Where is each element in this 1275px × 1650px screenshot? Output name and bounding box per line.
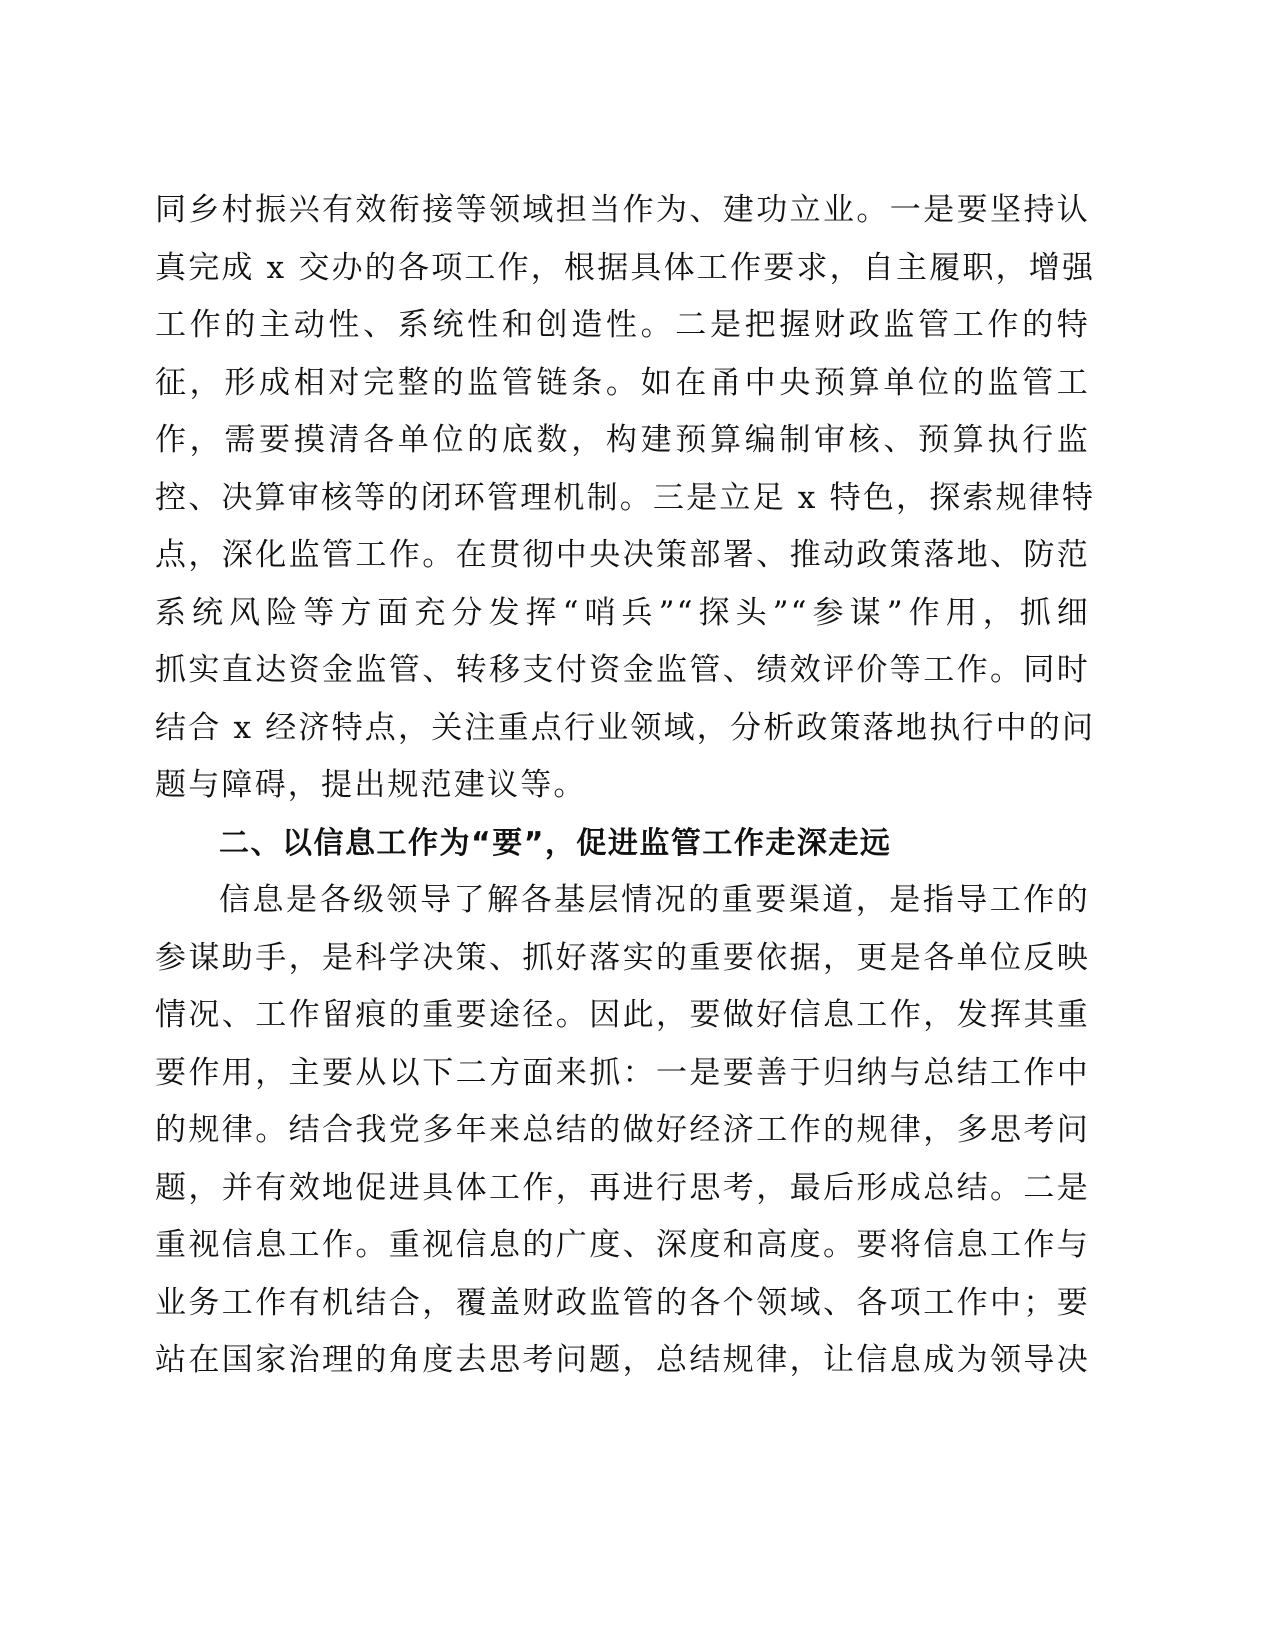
text-line: 参谋助手，是科学决策、抓好落实的重要依据，更是各单位反映: [155, 939, 1090, 976]
text-line: 作，需要摸清各单位的底数，构建预算编制审核、预算执行监: [155, 422, 1090, 458]
text-line: 站在国家治理的角度去思考问题，总结规律，让信息成为领导决: [155, 1342, 1090, 1378]
section-heading: 二、以信息工作为“要”，促进监管工作走深走远: [219, 825, 892, 861]
text-line: 控、决算审核等的闭环管理机制。三是立足 x 特色，探索规律特: [155, 479, 1096, 516]
text-line: 的规律。结合我党多年来总结的做好经济工作的规律，多思考问: [155, 1112, 1090, 1148]
text-line: 系统风险等方面充分发挥“哨兵”“探头”“参谋”作用，抓细: [155, 594, 1090, 631]
text-line: 征，形成相对完整的监管链条。如在甬中央预算单位的监管工: [155, 364, 1090, 401]
text-line: 同乡村振兴有效衔接等领域担当作为、建功立业。一是要坚持认: [155, 192, 1090, 228]
text-line: 结合 x 经济特点，关注重点行业领域，分析政策落地执行中的问: [155, 709, 1096, 746]
text-line: 工作的主动性、系统性和创造性。二是把握财政监管工作的特: [155, 307, 1090, 343]
text-line: 点，深化监管工作。在贯彻中央决策部署、推动政策落地、防范: [155, 537, 1090, 573]
text-line: 题与障碍，提出规范建议等。: [155, 767, 587, 803]
paragraph-2: [155, 872, 1090, 1390]
text-line: 真完成 x 交办的各项工作，根据具体工作要求，自主履职，增强: [155, 249, 1096, 286]
text-line: 信息是各级领导了解各基层情况的重要渠道，是指导工作的: [219, 882, 1090, 918]
text-line: 题，并有效地促进具体工作，再进行思考，最后形成总结。二是: [155, 1169, 1090, 1206]
document-body: [155, 182, 1096, 1390]
text-line: 业务工作有机结合，覆盖财政监管的各个领域、各项工作中；要: [155, 1284, 1090, 1321]
paragraph-1: [155, 182, 1096, 815]
text-line: 情况、工作留痕的重要途径。因此，要做好信息工作，发挥其重: [155, 997, 1090, 1033]
text-line: 要作用，主要从以下二方面来抓：一是要善于归纳与总结工作中: [155, 1054, 1090, 1091]
text-line: 重视信息工作。重视信息的广度、深度和高度。要将信息工作与: [155, 1227, 1090, 1263]
text-line: 抓实直达资金监管、转移支付资金监管、绩效评价等工作。同时: [155, 652, 1090, 688]
